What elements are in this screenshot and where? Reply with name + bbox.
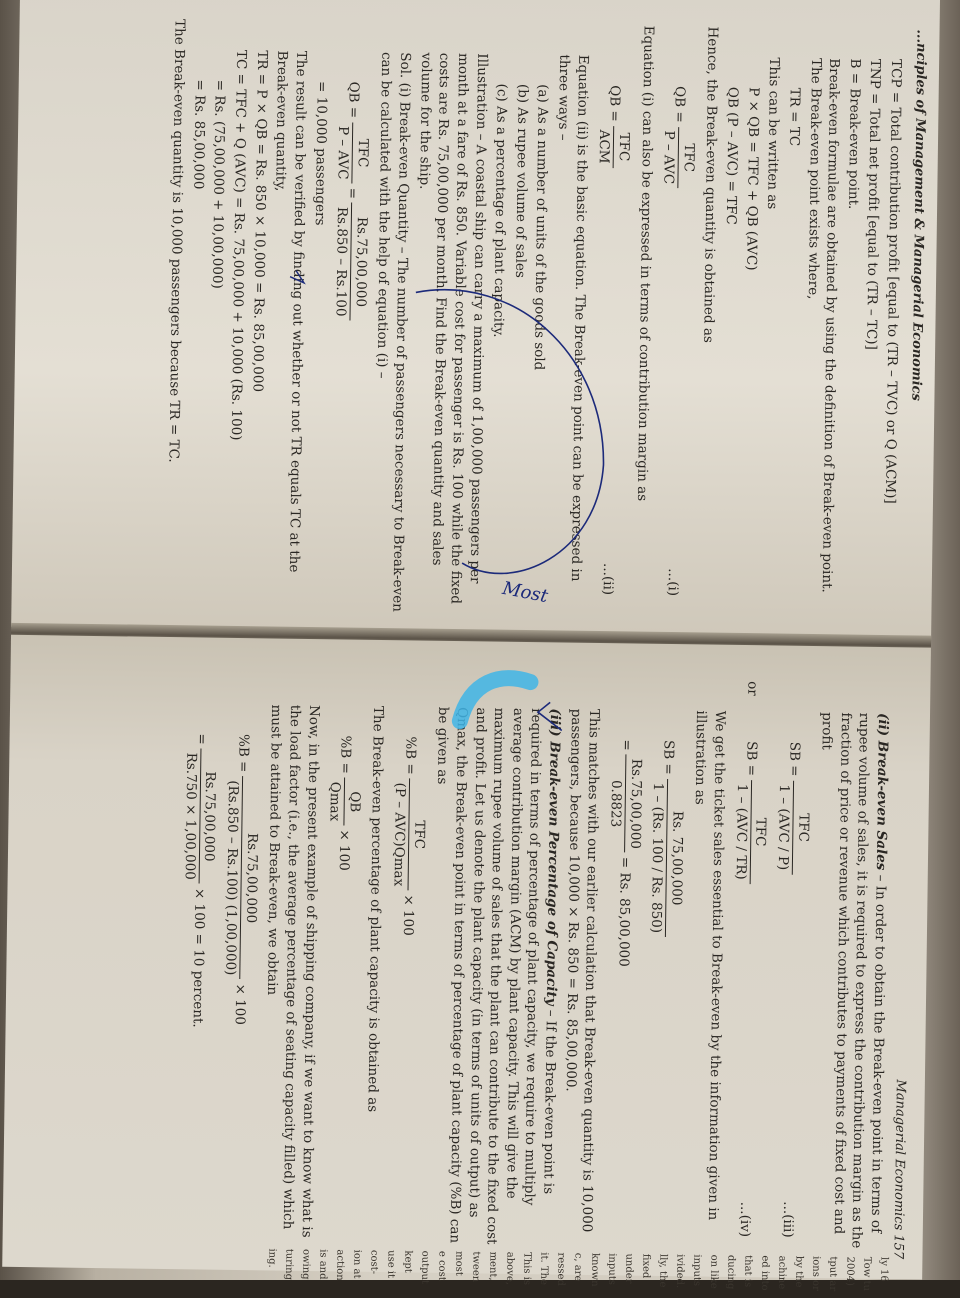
eq-tr-tc: TR = TC <box>785 87 803 147</box>
basic-eq-text: Equation (ii) is the basic equation. The Break-even point can be expressed in three ways – <box>555 54 591 582</box>
edge-line: achine <box>775 1255 788 1290</box>
edge-line: is and <box>317 1249 329 1280</box>
load-text: Now, in the present example of shipping company, if we want to know what is the load factor (i.e., the average percentage of seating capacity filled) which must be attained to Break-even, we obtain <box>264 704 322 1238</box>
hence-text: Hence, the Break-even quantity is obtained as <box>700 26 722 343</box>
eq5-denominator: (P – AVC)Qmax <box>390 782 409 887</box>
edge-line: most <box>453 1251 465 1276</box>
sol-fraction-2 <box>331 203 371 321</box>
eq1-numerator: TFC <box>678 127 698 189</box>
solution-text: Sol. (i) Break-even Quantity – The number of passengers necessary to Break-even can be calculated with the help of equation (i) – <box>374 51 414 612</box>
edge-line: by the <box>793 1255 805 1288</box>
eq8-equals: = <box>193 733 210 745</box>
verify-tc: TC = TFC + Q (AVC) = Rs. 75,00,000 + 10,000 (Rs. 100) <box>227 49 250 441</box>
edge-line: ment, <box>487 1251 499 1281</box>
edge-line: c, are <box>572 1252 584 1282</box>
edge-line: ed into <box>758 1255 771 1291</box>
handwritten-note: Most <box>500 577 550 608</box>
ticket-text: We get the ticket sales essential to Break-even by the information given in illustration as <box>692 710 729 1221</box>
edge-line: ressed <box>555 1252 567 1286</box>
eq7-fraction <box>221 776 262 980</box>
verify-text: The result can be verified by finding out whether or not TR equals TC at the Break-even quantity, <box>272 50 310 573</box>
ex2-numerator: Rs.75,00,000 <box>624 755 645 853</box>
edge-line: kept <box>402 1250 414 1273</box>
eq8-suffix: × 100 = 10 percent. <box>189 887 208 1028</box>
eq6-numerator: QB <box>344 778 364 826</box>
way-a: (a) As a number of units of the goods sold <box>531 84 552 371</box>
ex2-denominator: 0.8823 <box>607 779 625 828</box>
left-page-content <box>160 19 930 620</box>
edge-line: it. The <box>538 1252 550 1285</box>
edge-line: tween <box>470 1251 482 1283</box>
edge-line: on like <box>707 1254 720 1289</box>
eq6-denominator: Qmax <box>326 781 344 822</box>
edge-line: 2004) <box>844 1256 856 1287</box>
capacity-heading: (iii) Break-even Percentage of Capacity <box>542 708 564 1006</box>
edge-line: that is <box>742 1255 754 1288</box>
edge-line: action <box>334 1249 346 1281</box>
edge-line: known <box>589 1252 601 1287</box>
sol-equals: = <box>344 187 361 200</box>
edge-line: ivided. <box>673 1254 686 1289</box>
edge-line: above, <box>504 1251 516 1286</box>
eq4-fraction <box>731 780 771 884</box>
edge-line: lly, the <box>656 1253 669 1288</box>
sales-heading: (ii) Break-even Sales <box>872 712 892 871</box>
eq2-fraction <box>594 126 633 168</box>
def-tcp: TCP = Total contribution profit [equal to (TR – TVC) or Q (ACM)] <box>882 59 905 504</box>
eq1-denominator: P – AVC <box>660 130 678 185</box>
edge-line: e cost <box>436 1250 448 1281</box>
edge-line: This is <box>521 1251 533 1286</box>
eq3-tag: ...(iii) <box>779 1201 796 1238</box>
sol-f1-numerator: TFC <box>352 122 372 184</box>
eq4-tag: ...(iv) <box>737 1201 754 1238</box>
eq7-suffix: × 100 <box>231 983 249 1026</box>
def-b: B = Break-even point. <box>844 58 863 210</box>
edge-line: inputs <box>691 1254 703 1287</box>
sol-f2-numerator: Rs.75,00,000 <box>350 203 371 321</box>
ex2-fraction <box>605 754 645 853</box>
edge-line: inputs <box>606 1253 618 1285</box>
sol-f1-denominator: P – AVC <box>334 125 352 180</box>
ex-denominator: 1 – (Rs. 100 / Rs. 850) <box>648 782 667 934</box>
equation-iii <box>768 681 814 1257</box>
ex2-result: = Rs. 85,00,000 <box>615 856 633 967</box>
eq-pq: P × QB = TFC + QB (AVC) <box>742 87 762 271</box>
equation-v <box>384 676 430 1252</box>
eq5-fraction <box>389 778 429 890</box>
eq7-denominator: (Rs.850 – Rs.100) (1,00,000) <box>222 780 242 976</box>
eq3-fraction <box>773 780 813 874</box>
or-label: or <box>744 681 761 696</box>
eq-qb-avc: QB (P – AVC) = TFC <box>722 86 741 225</box>
left-running-head: ...nciples of Management & Managerial Economics <box>908 29 929 401</box>
eq5-suffix: × 100 <box>399 894 417 936</box>
eq1-lhs: QB = <box>671 85 688 123</box>
capacity-text: – If the Break-even point is required in terms of percentage of plant capacity, we require to multiply average contribution margin (ACM) by plant capacity. This will give the maximum rupee volume of sales that the plant can contribute to the fixed cost and profit. Let us denote the plant capacity (in terms of units of output) as Qmax, the Break-even point in terms of percentage of plant capacity (%B) can be given as <box>434 706 559 1245</box>
eq1-tag: ...(i) <box>664 568 682 597</box>
edge-line: fixed <box>640 1253 652 1279</box>
capacity-2-text: The Break-even percentage of plant capacity is obtained as <box>364 705 387 1113</box>
eq3-denominator: 1 – (AVC / P) <box>774 784 792 871</box>
illustration-text: Illustration – A coastal ship can carry a maximum of 1,00,000 passengers per month at a fare of Rs. 850. Variable cost for passenger is Rs. 100 while the fixed costs are Rs. 75,00,000 per month. Find the Break-even quantity and sales volume for the ship. <box>415 52 490 605</box>
sol-lhs: QB = <box>345 81 362 119</box>
edge-line: ion at <box>351 1249 363 1279</box>
ex-numerator: Rs. 75,00,000 <box>665 779 687 938</box>
edge-line: Tow tu <box>860 1256 873 1292</box>
solution-result: = 10,000 passengers <box>311 80 330 226</box>
eq6-fraction <box>325 778 364 826</box>
example-equation <box>642 680 688 1256</box>
eq4-lhs: SB = <box>743 741 761 777</box>
left-page <box>11 0 940 640</box>
edge-line: cost- <box>368 1249 380 1275</box>
equation-iv <box>725 681 771 1257</box>
eq8-numerator: Rs.75,00,000 <box>198 749 220 884</box>
matches-text: This matches with our earlier calculation that Break-even quantity is 10,000 passengers, because 10,000 × Rs. 850 = Rs. 85,00,000. <box>562 708 603 1233</box>
edge-line: output <box>419 1250 431 1285</box>
edge-line: turing <box>283 1248 295 1281</box>
eq2-tag: ...(ii) <box>599 562 617 596</box>
verify-tc-2: = Rs. (75,00,000 + 10,00,000) <box>209 79 229 289</box>
way-c: (c) As a percentage of plant capacity. <box>490 83 510 338</box>
conclusion-text: The Break-even quantity is 10,000 passengers because TR = TC. <box>165 18 188 463</box>
equation-vii <box>217 674 263 1250</box>
eq6-lhs: %B = <box>337 735 354 774</box>
sales-paragraph <box>810 682 893 1259</box>
edge-top: ly 16 <box>878 1256 890 1282</box>
edge-line: ions or <box>809 1256 822 1291</box>
edge-line: ducing <box>724 1254 737 1290</box>
eq1-fraction <box>659 126 698 188</box>
eq4-numerator: TFC <box>749 780 770 884</box>
ex-fraction <box>646 779 686 938</box>
solution-equation <box>327 21 373 611</box>
verify-tr: TR = P × QB = Rs. 850 × 10,000 = Rs. 85,00,000 <box>249 50 270 393</box>
example-equation-2 <box>600 679 646 1255</box>
next-page-edge-text <box>263 1248 892 1297</box>
equation-viii <box>175 673 221 1249</box>
eq6-suffix: × 100 <box>335 829 353 871</box>
intro-text: Break-even formulae are obtained by using the definition of Break-even point. The Break-even point exists where, <box>804 57 843 593</box>
eq7-lhs: %B = <box>235 733 252 773</box>
equation-ii <box>588 25 634 615</box>
edge-line: ing. <box>266 1248 278 1268</box>
eq3-numerator: TFC <box>792 781 813 875</box>
written-as-text: This can be written as <box>764 57 783 210</box>
edge-line: under <box>623 1253 635 1284</box>
equation-vi <box>319 675 365 1251</box>
equation-i <box>653 26 699 616</box>
edge-line: use it <box>385 1250 397 1279</box>
sol-f2-denominator: Rs.850 – Rs.100 <box>332 206 351 317</box>
right-page-content <box>171 673 915 1259</box>
eq2-denominator: ACM <box>595 129 613 164</box>
eq5-lhs: %B = <box>402 736 419 775</box>
eq7-numerator: Rs.75,00,000 <box>239 776 261 979</box>
capacity-paragraph <box>426 677 564 1255</box>
eq8-denominator: Rs.750 × 1,00,000 <box>181 752 200 880</box>
eq4-denominator: 1 – (AVC / TR) <box>732 783 750 880</box>
edge-line: tput ar <box>826 1256 839 1292</box>
verify-tc-3: = Rs. 85,00,000 <box>190 79 208 190</box>
right-page <box>2 635 931 1292</box>
sales-text: – In order to obtain the Break-even point in terms of rupee volume of sales, it is required to express the contribution margin as the fraction of price or revenue which contributes to payments of fixed cost and profit <box>818 712 889 1249</box>
ex-lhs: SB = <box>660 739 677 775</box>
eq2-lhs: QB = <box>606 85 623 122</box>
eq5-numerator: TFC <box>408 779 429 891</box>
edge-line: owing <box>300 1248 312 1280</box>
right-running-head: Managerial Economics 157 <box>890 1079 908 1260</box>
contrib-text: Equation (i) can also be expressed in terms of contribution margin as <box>633 25 657 502</box>
eq2-numerator: TFC <box>613 126 633 168</box>
eq3-lhs: SB = <box>785 741 803 777</box>
def-tnp: TNP = Total net profit [equal to (TR – TC)] <box>863 58 884 350</box>
ex2-equals: = <box>618 739 635 751</box>
sol-fraction-1 <box>333 122 372 184</box>
eq8-fraction <box>180 749 220 885</box>
way-b: (b) As rupee volume of sales <box>511 83 531 278</box>
